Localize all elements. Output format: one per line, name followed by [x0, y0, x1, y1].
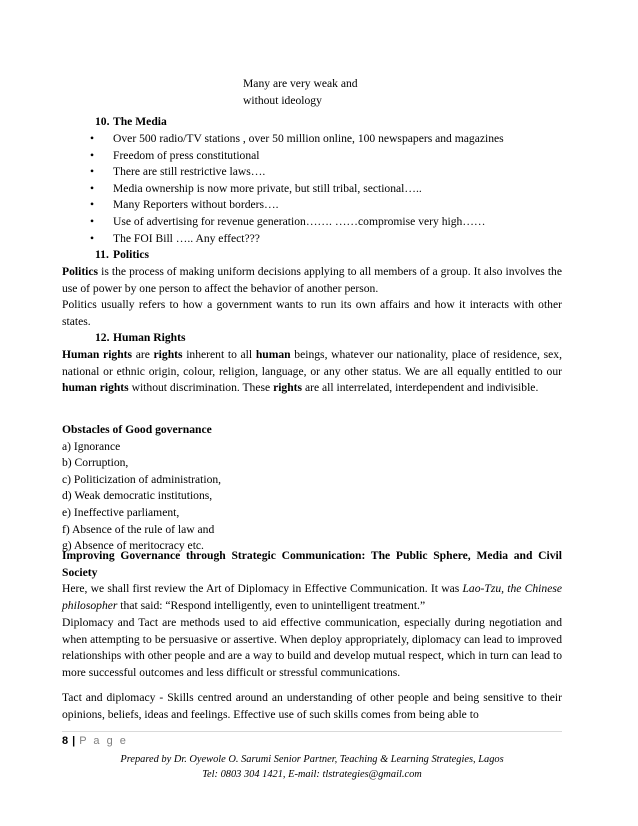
section-number: 11.	[95, 248, 109, 261]
hr-term: human	[255, 348, 291, 361]
obstacles-title: Obstacles of Good governance	[62, 423, 212, 436]
section-heading-politics	[95, 248, 149, 261]
list-item: d) Weak democratic institutions,	[62, 489, 213, 503]
hr-text: are all interrelated, interdependent and indivisible.	[302, 381, 539, 395]
list-item: • Media ownership is now more private, but still tribal, sectional…..	[88, 181, 504, 198]
list-item: • Freedom of press constitutional	[88, 148, 504, 165]
section-title: Politics	[113, 248, 150, 261]
improving-paragraph-1	[62, 581, 562, 614]
footer-contact: Tel: 0803 304 1421, E-mail: tlstrategies@gmail.com	[202, 769, 422, 780]
hr-text: inherent to all	[182, 348, 256, 361]
hr-term: rights	[273, 381, 303, 395]
hr-text: without discrimination. These	[128, 381, 274, 395]
improving-paragraph-3: Tact and diplomacy - Skills centred around an understanding of other people and being sensitive to their opinions, beliefs, ideas and feelings. Effective use of such skills comes from being able to	[62, 691, 562, 721]
list-item: c) Politicization of administration,	[62, 472, 222, 486]
media-bullet-list	[88, 131, 504, 247]
list-item: • Use of advertising for revenue generation……. ……compromise very high……	[88, 214, 504, 231]
hr-term: Human rights	[62, 348, 133, 361]
politics-paragraph-2	[62, 297, 562, 330]
page-number	[62, 735, 128, 747]
obstacles-section	[62, 422, 562, 555]
politics-paragraph	[62, 264, 562, 297]
list-item: • The FOI Bill ….. Any effect???	[88, 231, 504, 248]
human-rights-paragraph	[62, 347, 562, 397]
list-item: g) Absence of meritocracy etc.	[62, 539, 204, 553]
section-number: 10.	[95, 115, 110, 128]
section-title: Human Rights	[113, 331, 186, 344]
list-item: • Many Reporters without borders….	[88, 197, 504, 214]
top-fragment-line: Many are very weak and	[243, 77, 358, 90]
improving-text: that said: “Respond intelligently, even to unintelligent treatment.”	[117, 598, 426, 612]
footer-divider	[62, 731, 562, 732]
section-number: 12.	[95, 331, 110, 344]
list-item: f) Absence of the rule of law and	[62, 522, 215, 536]
page-number-value: 8	[62, 735, 69, 747]
hr-text: are	[132, 348, 154, 361]
hr-text: beings, whatever our nationality, place of residence, sex, national or ethnic origin, colour, religion, language, or any other status. We are all equally entitled to our	[62, 348, 562, 378]
footer-credit: Prepared by Dr. Oyewole O. Sarumi Senior Partner, Teaching & Learning Strategies, Lagos	[120, 754, 504, 765]
politics-term: Politics	[62, 265, 99, 278]
top-fragment	[243, 76, 358, 109]
top-fragment-line: without ideology	[243, 93, 322, 107]
list-item: b) Corruption,	[62, 456, 129, 470]
section-heading-human-rights	[95, 331, 185, 344]
politics-text: is the process of making uniform decisions applying to all members of a group. It also involves the use of power by one person to affect the behavior of another person.	[62, 265, 562, 295]
section-title: The Media	[113, 115, 167, 128]
list-item: a) Ignorance	[62, 439, 121, 453]
list-item: e) Ineffective parliament,	[62, 505, 180, 519]
improving-title: Improving Governance through Strategic Communication: The Public Sphere, Media and Civil Society	[62, 549, 562, 579]
hr-term: human rights	[62, 381, 129, 395]
improving-text: Here, we shall first review the Art of Diplomacy in Effective Communication. It was	[62, 582, 463, 595]
page-label: P a g e	[79, 735, 128, 747]
improving-italic: Lao-Tzu, the Chinese philosopher	[62, 582, 563, 612]
list-item: • Over 500 radio/TV stations , over 50 million online, 100 newspapers and magazines	[88, 131, 504, 148]
list-item: • There are still restrictive laws….	[88, 164, 504, 181]
hr-term: rights	[153, 348, 183, 361]
improving-paragraph-2: Diplomacy and Tact are methods used to aid effective communication, especially during negotiation and when attempting to be persuasive or assertive. When deploy appropriately, diplomacy can lead to improved relationships with other people and are a way to build and develop mutual respect, which in turn can lead to more successful outcomes and less difficult or stressful communications.	[62, 616, 562, 679]
politics-text-2: Politics usually refers to how a government wants to run its own affairs and how it interacts with other states.	[62, 298, 562, 328]
section-heading-media	[95, 115, 167, 128]
page-separator: |	[72, 735, 76, 747]
